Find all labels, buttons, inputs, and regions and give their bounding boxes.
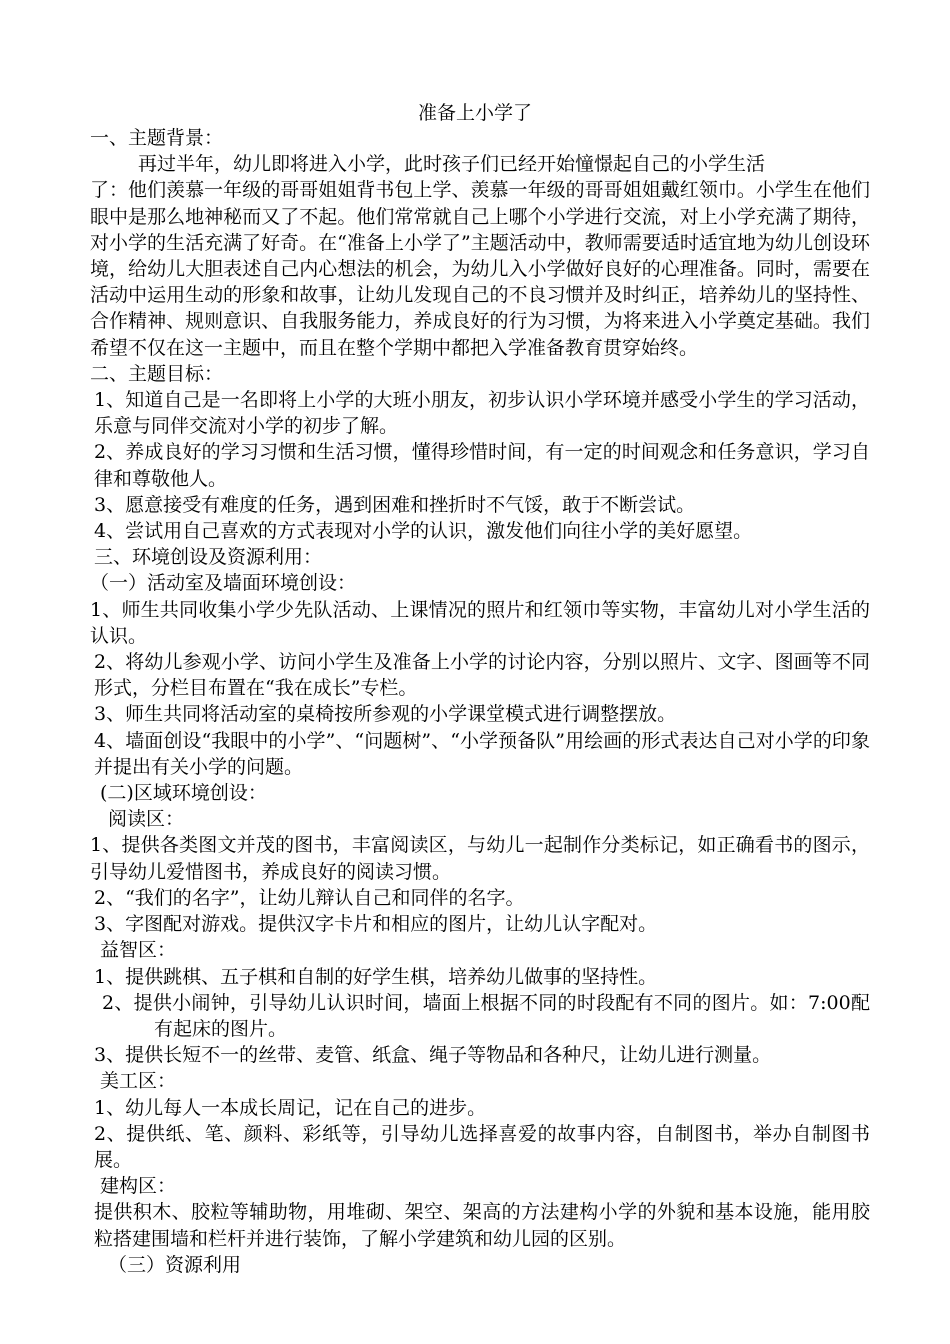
- paragraph-7: 3、愿意接受有难度的任务，遇到困难和挫折时不气馁，敢于不断尝试。: [94, 493, 696, 516]
- paragraph-10: （一）活动室及墙面环境创设：: [90, 572, 357, 595]
- paragraph-29: （三）资源利用: [108, 1253, 242, 1276]
- paragraph-17: 1、提供各类图文并茂的图书，丰富阅读区，与幼儿一起制作分类标记，如正确看书的图示，引导幼儿爱惜图书，养成良好的阅读习惯。: [90, 834, 870, 883]
- paragraph-5: 1、知道自己是一名即将上小学的大班小朋友，初步认识小学环境并感受小学生的学习活动，乐意与同伴交流对小学的初步了解。: [94, 389, 870, 438]
- paragraph-9: 三、环境创设及资源利用：: [94, 546, 323, 569]
- paragraph-6: 2、养成良好的学习习惯和生活习惯，懂得珍惜时间，有一定的时间观念和任务意识，学习自律和尊敬他人。: [94, 441, 870, 490]
- paragraph-23: 3、提供长短不一的丝带、麦管、纸盒、绳子等物品和各种尺，让幼儿进行测量。: [94, 1044, 772, 1067]
- paragraph-12: 2、将幼儿参观小学、访问小学生及准备上小学的讨论内容，分别以照片、文字、图画等不同形式，分栏目布置在“我在成长”专栏。: [94, 651, 870, 700]
- paragraph-1: 一、主题背景：: [90, 127, 224, 149]
- paragraph-11: 1、师生共同收集小学少先队活动、上课情况的照片和红领巾等实物，丰富幼儿对小学生活的认识。: [90, 598, 870, 647]
- document-body: [90, 125, 870, 1278]
- paragraph-16: 阅读区：: [108, 808, 185, 831]
- paragraph-13: 3、师生共同将活动室的桌椅按所参观的小学课堂模式进行调整摆放。: [94, 703, 677, 726]
- paragraph-25: 1、幼儿每人一本成长周记，记在自己的进步。: [94, 1096, 487, 1119]
- paragraph-28: 提供积木、胶粒等辅助物，用堆砌、架空、架高的方法建构小学的外貌和基本设施，能用胶粒搭建围墙和栏杆并进行装饰，了解小学建筑和幼儿园的区别。: [94, 1201, 870, 1250]
- paragraph-2: 再过半年，幼儿即将进入小学，此时孩子们已经开始憧憬起自己的小学生活: [138, 153, 766, 176]
- paragraph-27: 建构区：: [100, 1175, 177, 1198]
- paragraph-19: 3、字图配对游戏。提供汉字卡片和相应的图片，让幼儿认字配对。: [94, 913, 658, 936]
- paragraph-26: 2、提供纸、笔、颜料、彩纸等，引导幼儿选择喜爱的故事内容，自制图书，举办自制图书展。: [94, 1122, 870, 1171]
- paragraph-24: 美工区：: [100, 1070, 177, 1093]
- paragraph-18: 2、“我们的名字”，让幼儿辩认自己和同伴的名字。: [94, 886, 525, 909]
- paragraph-22: 2、提供小闹钟，引导幼儿认识时间，墙面上根据不同的时段配有不同的图片。如：7:00配有起床的图片。: [102, 991, 870, 1040]
- paragraph-4: 二、主题目标：: [90, 362, 224, 385]
- document-title: 准备上小学了: [417, 102, 532, 124]
- paragraph-14: 4、墙面创设“我眼中的小学”、“问题树”、“小学预备队”用绘画的形式表达自己对小学的印象并提出有关小学的问题。: [94, 729, 870, 778]
- paragraph-20: 益智区：: [100, 939, 177, 962]
- paragraph-21: 1、提供跳棋、五子棋和自制的好学生棋，培养幼儿做事的坚持性。: [94, 965, 658, 988]
- paragraph-8: 4、尝试用自己喜欢的方式表现对小学的认识，激发他们向往小学的美好愿望。: [94, 520, 753, 543]
- paragraph-15: (二)区域环境创设：: [100, 782, 267, 805]
- paragraph-3: 了：他们羡慕一年级的哥哥姐姐背书包上学、羡慕一年级的哥哥姐姐戴红领巾。小学生在他们眼中是那么地神秘而又了不起。他们常常就自己上哪个小学进行交流，对上小学充满了期待，对小学的生活充满了好奇。在“准备上小学了”主题活动中，教师需要适时适宜地为幼儿创设环境，给幼儿大胆表述自己内心想法的机会，为幼儿入小学做好良好的心理准备。同时，需要在活动中运用生动的形象和故事，让幼儿发现自己的不良习惯并及时纠正，培养幼儿的坚持性、合作精神、规则意识、自我服务能力，养成良好的行为习惯，为将来进入小学奠定基础。我们希望不仅在这一主题中，而且在整个学期中都把入学准备教育贯穿始终。: [90, 179, 870, 359]
